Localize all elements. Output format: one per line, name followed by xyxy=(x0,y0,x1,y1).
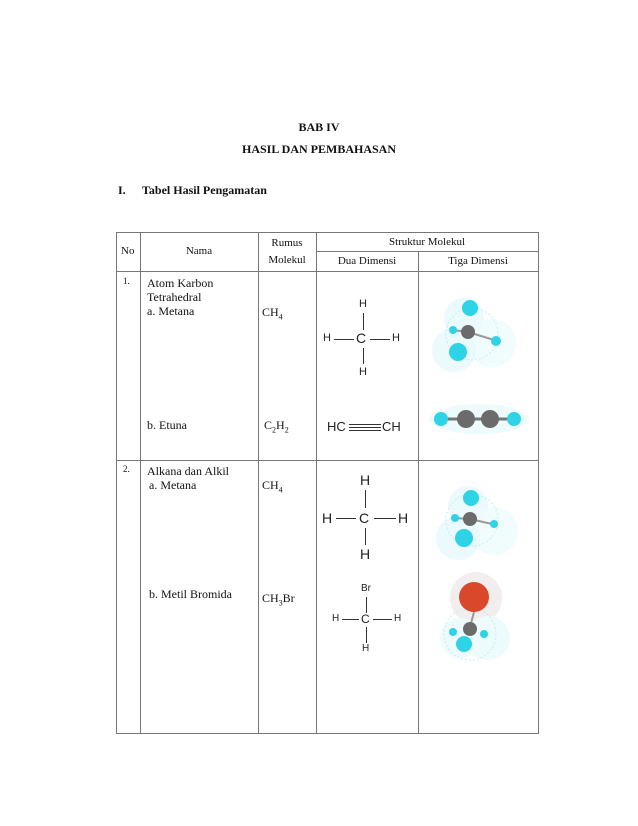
atom-h-right: H xyxy=(398,510,409,526)
header-rumus-2: Molekul xyxy=(268,254,306,266)
group-name-line2: Tetrahedral xyxy=(147,290,202,304)
chapter-title: HASIL DAN PEMBAHASAN xyxy=(241,142,397,156)
bond xyxy=(363,348,364,364)
atom-br: Br xyxy=(361,583,371,594)
bond xyxy=(366,627,367,643)
atom-ch: CH xyxy=(382,419,401,434)
atom-h-top: H xyxy=(359,298,367,310)
bond xyxy=(373,619,392,620)
atom-h-bottom: H xyxy=(362,643,370,654)
atom-h-bottom: H xyxy=(359,366,367,378)
header-struktur: Struktur Molekul xyxy=(388,236,466,248)
formula: $CH_4$ xyxy=(262,305,283,322)
compound-name: a. Metana xyxy=(149,478,197,492)
header-tiga-dimensi: Tiga Dimensi xyxy=(448,255,508,267)
section-number: I. xyxy=(118,183,126,197)
table-border-bottom xyxy=(116,733,539,734)
col-divider-rumus xyxy=(316,232,317,734)
bond xyxy=(374,518,396,519)
col-divider-no xyxy=(140,232,141,734)
bond xyxy=(366,597,367,613)
formula: $CH_3Br$ xyxy=(262,591,295,608)
bond xyxy=(336,518,356,519)
atom-h-bottom: H xyxy=(360,546,371,562)
bond xyxy=(349,427,381,428)
compound-name: a. Metana xyxy=(147,304,195,318)
atom-c: C xyxy=(359,510,370,526)
bond xyxy=(342,619,359,620)
chapter-heading: BAB IV xyxy=(298,120,340,134)
bond xyxy=(334,339,354,340)
header-rumus-1: Rumus xyxy=(271,237,303,249)
header-divider xyxy=(316,251,539,252)
compound-name: b. Etuna xyxy=(147,418,187,432)
bond xyxy=(370,339,390,340)
structure-3d-methane-2 xyxy=(424,476,536,562)
atom-c: C xyxy=(356,330,367,346)
atom-h-left: H xyxy=(323,332,331,344)
bond xyxy=(349,424,381,425)
group-name-line1: Atom Karbon xyxy=(147,276,214,290)
structure-3d-methyl-bromide xyxy=(430,572,520,664)
bond xyxy=(365,528,366,545)
atom-h-left: H xyxy=(322,510,333,526)
atom-c: C xyxy=(361,612,370,626)
col-border-left xyxy=(116,232,117,734)
compound-name: b. Metil Bromida xyxy=(149,587,232,601)
structure-3d-methane xyxy=(422,288,534,374)
row-number: 1. xyxy=(123,276,130,286)
formula: $CH_4$ xyxy=(262,478,283,495)
col-divider-nama xyxy=(258,232,259,734)
atom-h-right: H xyxy=(394,613,402,624)
bond xyxy=(363,313,364,330)
row-divider xyxy=(116,460,539,461)
formula: $C_2H_2$ xyxy=(264,418,289,435)
atom-hc: HC xyxy=(327,419,346,434)
col-divider-2d xyxy=(418,251,419,734)
col-border-right xyxy=(538,232,539,734)
table-border-top xyxy=(116,232,539,233)
row-number: 2. xyxy=(123,464,130,474)
bond xyxy=(365,490,366,508)
atom-h-left: H xyxy=(332,613,340,624)
section-title: Tabel Hasil Pengamatan xyxy=(142,183,267,197)
atom-h-top: H xyxy=(360,472,371,488)
atom-h-right: H xyxy=(392,332,400,344)
structure-3d-ethyne xyxy=(424,402,534,438)
header-dua-dimensi: Dua Dimensi xyxy=(337,255,397,267)
header-nama: Nama xyxy=(185,245,213,257)
header-no: No xyxy=(121,245,135,257)
group-name-line1: Alkana dan Alkil xyxy=(147,464,229,478)
bond xyxy=(349,430,381,431)
header-bottom xyxy=(116,271,539,272)
